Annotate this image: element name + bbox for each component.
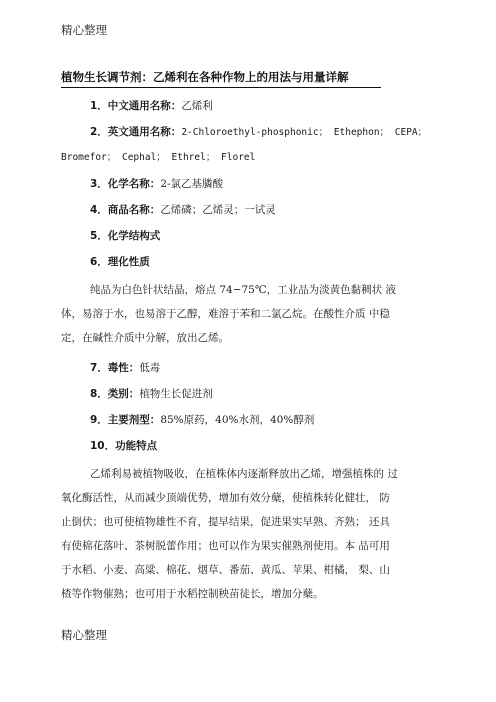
section-1-value: 乙烯利 <box>181 100 213 112</box>
section-6-paragraph-line: 纯品为白色针状结晶，熔点 74−75℃，工业品为淡黄色黏稠状 液 <box>90 284 396 296</box>
section-10 <box>90 439 157 453</box>
section-2-continuation: Bromefor； Cephal； Ethrel； Florel <box>61 152 256 163</box>
footer-note: 精心整理 <box>61 628 107 642</box>
section-5 <box>90 229 160 243</box>
section-3-value: 2-氯乙基膦酸 <box>160 178 224 190</box>
section-2-label: 2．英文通用名称： <box>90 126 182 138</box>
section-2 <box>90 125 427 140</box>
section-3 <box>90 177 223 191</box>
section-4 <box>90 203 276 217</box>
section-4-value: 乙烯磷；乙烯灵；一试灵 <box>160 204 276 216</box>
section-6 <box>90 255 150 269</box>
section-9 <box>90 413 314 427</box>
section-4-label: 4．商品名称： <box>90 204 161 216</box>
section-1 <box>90 99 213 113</box>
section-10-paragraph-line: 有使棉花落叶、茶树脱蕾作用；也可以作为果实催熟剂使用。本 品可用 <box>61 540 390 552</box>
section-10-paragraph-line: 乙烯利易被植物吸收，在植株体内逐渐释放出乙烯，增强植株的 过 <box>90 468 398 480</box>
section-6-label: 6．理化性质 <box>90 256 150 268</box>
section-5-label: 5．化学结构式 <box>90 230 161 242</box>
section-6-paragraph-line: 定，在碱性介质中分解，放出乙烯。 <box>61 332 229 344</box>
section-10-paragraph-line: 氧化酶活性，从而减少顶端优势，增加有效分蘖，使植株转化健壮， 防 <box>61 492 390 504</box>
section-8 <box>90 387 213 401</box>
section-7-label: 7．毒性： <box>90 362 140 374</box>
section-9-value: 85%原药，40%水剂，40%醇剂 <box>160 414 315 426</box>
section-10-paragraph-line: 楂等作物催熟；也可用于水稻控制秧苗徒长，增加分蘖。 <box>61 588 324 600</box>
section-10-label: 10．功能特点 <box>90 440 158 452</box>
section-7 <box>90 361 160 375</box>
section-6-paragraph-line: 体，易溶于水，也易溶于乙醇，难溶于苯和二氯乙烷。在酸性介质 中稳 <box>61 308 390 320</box>
section-3-label: 3．化学名称： <box>90 178 161 190</box>
section-10-paragraph-line: 于水稻、小麦、高粱、棉花、烟草、番茄、黄瓜、苹果、柑橘， 梨、山 <box>61 564 390 576</box>
section-8-value: 植物生长促进剂 <box>139 388 213 400</box>
section-9-label: 9．主要剂型： <box>90 414 161 426</box>
section-8-label: 8．类别： <box>90 388 140 400</box>
section-2-value: 2-Chloroethyl-phosphonic； Ethephon； CEPA； <box>181 127 428 138</box>
document-title: 植物生长调节剂：乙烯利在各种作物上的用法与用量详解 <box>61 69 381 88</box>
section-1-label: 1．中文通用名称： <box>90 100 182 112</box>
header-note: 精心整理 <box>61 23 107 37</box>
section-7-value: 低毒 <box>139 362 161 374</box>
section-10-paragraph-line: 止倒伏；也可使植物雄性不育，提早结果，促进果实早熟、齐熟； 还具 <box>61 516 390 528</box>
